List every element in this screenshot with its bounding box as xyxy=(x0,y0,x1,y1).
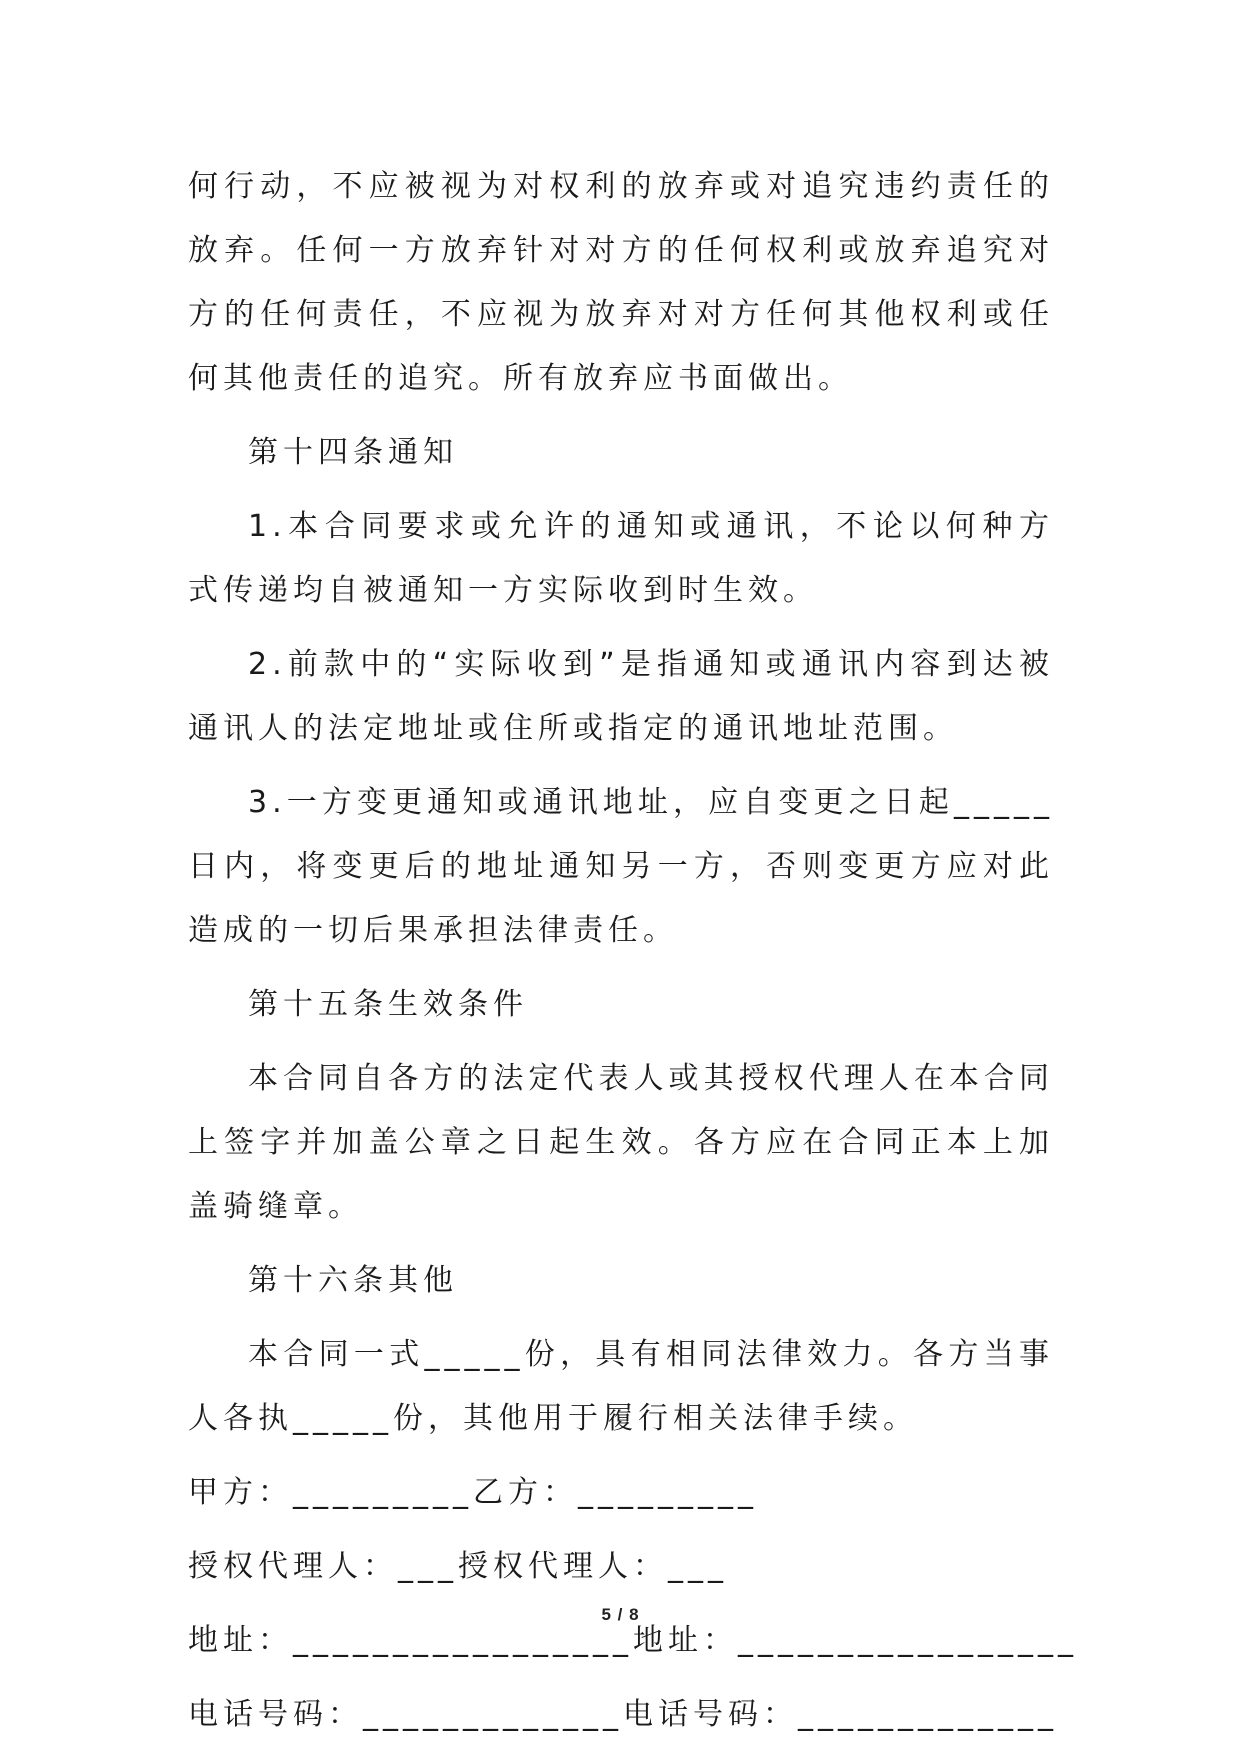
signature-phone-line: 电话号码：_____________电话号码：_____________ xyxy=(188,1697,1058,1732)
article-15-text: 本合同自各方的法定代表人或其授权代理人在本合同上签字并加盖公章之日起生效。各方应在合同正本上加盖骑缝章。 xyxy=(188,1061,1054,1224)
article-16-heading: 第十六条其他 xyxy=(248,1263,458,1298)
signature-party-line: 甲方：_________乙方：_________ xyxy=(188,1475,758,1510)
article-16-text: 本合同一式_____份，具有相同法律效力。各方当事人各执_____份，其他用于履行相关法律手续。 xyxy=(188,1337,1054,1436)
article-14-clause-3: 3.一方变更通知或通讯地址，应自变更之日起_____日内，将变更后的地址通知另一方，否则变更方应对此造成的一切后果承担法律责任。 xyxy=(188,785,1054,948)
signature-agent-line: 授权代理人：___授权代理人：___ xyxy=(188,1549,728,1584)
article-14-clause-2: 2.前款中的“实际收到”是指通知或通讯内容到达被通讯人的法定地址或住所或指定的通讯地址范围。 xyxy=(188,647,1054,746)
article-14-heading: 第十四条通知 xyxy=(248,435,458,470)
page-number: 5 / 8 xyxy=(601,1605,640,1624)
article-15-heading: 第十五条生效条件 xyxy=(248,987,528,1022)
document-body xyxy=(188,155,1078,1747)
signature-address-line: 地址：_________________地址：_________________ xyxy=(188,1623,1078,1658)
paragraph-continuation: 何行动，不应被视为对权利的放弃或对追究违约责任的放弃。任何一方放弃针对对方的任何权利或放弃追究对方的任何责任，不应视为放弃对对方任何其他权利或任何其他责任的追究。所有放弃应书面做出。 xyxy=(188,169,1054,396)
article-14-clause-1: 1.本合同要求或允许的通知或通讯，不论以何种方式传递均自被通知一方实际收到时生效。 xyxy=(188,509,1054,608)
